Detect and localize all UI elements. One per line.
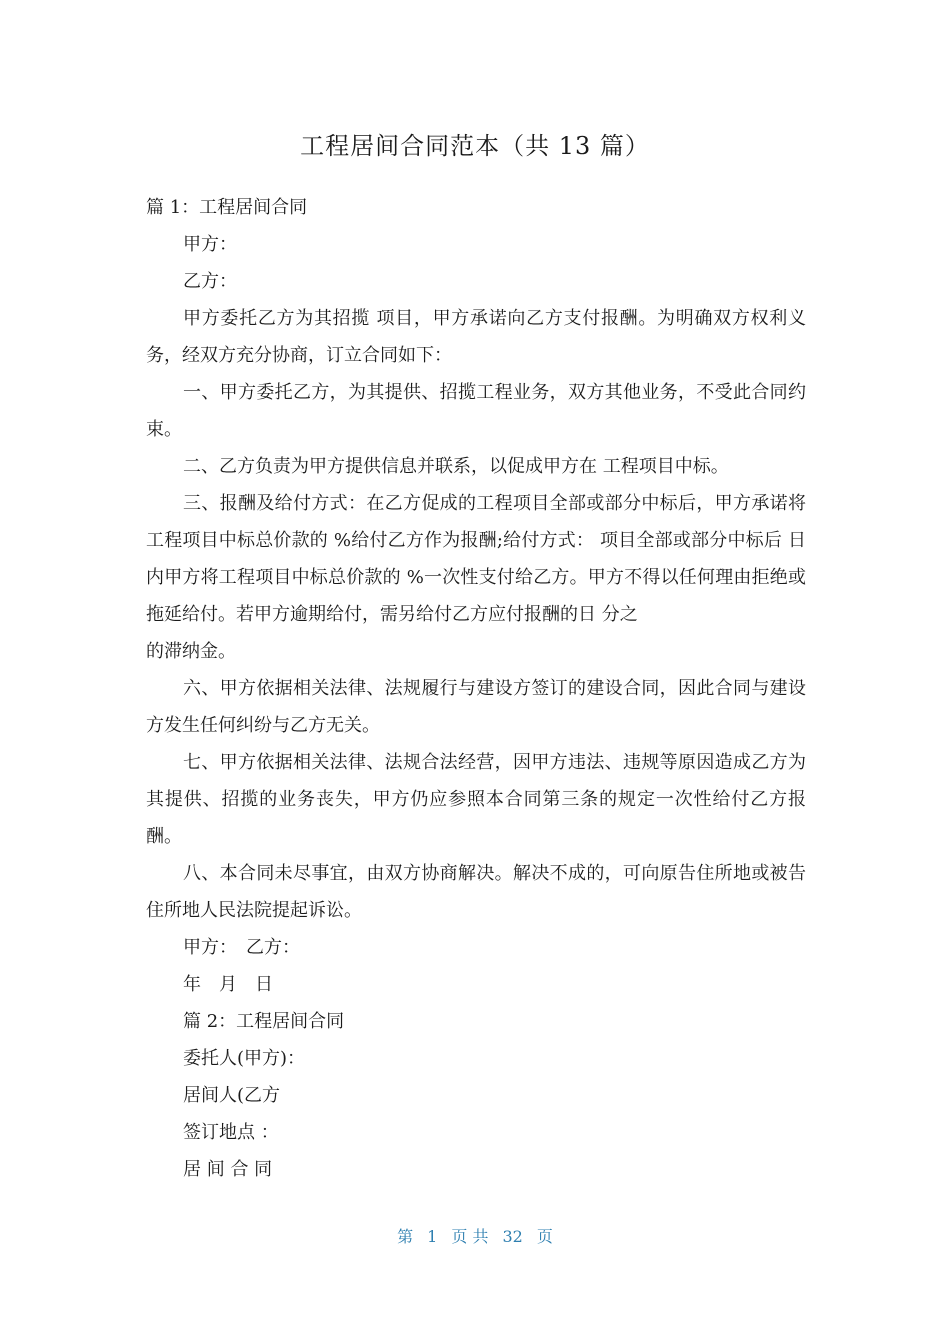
document-body	[146, 189, 806, 1188]
paragraph: 的滞纳金。	[146, 641, 236, 662]
contract-label: 居 间 合 同	[183, 1159, 273, 1180]
paragraph: 一、甲方委托乙方，为其提供、招揽工程业务，双方其他业务，不受此合同约束。	[146, 382, 806, 440]
paragraph: 六、甲方依据相关法律、法规履行与建设方签订的建设合同，因此合同与建设方发生任何纠纷与乙方无关。	[146, 678, 806, 736]
paragraph: 三、报酬及给付方式：在乙方促成的工程项目全部或部分中标后，甲方承诺将工程项目中标总价款的 %给付乙方作为报酬;给付方式： 项目全部或部分中标后 日内甲方将工程项目中标总价款的 %一次性支付给乙方。甲方不得以任何理由拒绝或拖延给付。若甲方逾期给付，需另给付乙方应付报酬的日 分之	[146, 493, 806, 625]
page-footer	[0, 1224, 950, 1250]
footer-label-of: 页 共	[451, 1227, 489, 1246]
signing-place-label: 签订地点 ：	[183, 1122, 279, 1143]
signature-line: 甲方： 乙方：	[183, 937, 300, 958]
party-a-label: 甲方：	[183, 234, 237, 255]
principal-label: 委托人(甲方)：	[183, 1048, 306, 1069]
party-b-label: 乙方：	[183, 271, 237, 292]
intermediary-label: 居间人(乙方	[183, 1085, 281, 1106]
paragraph: 甲方委托乙方为其招揽 项目，甲方承诺向乙方支付报酬。为明确双方权利义务，经双方充分协商，订立合同如下：	[146, 308, 806, 366]
section-heading: 篇 1：工程居间合同	[146, 197, 308, 218]
footer-total-pages: 32	[502, 1227, 523, 1246]
date-line: 年 月 日	[183, 974, 273, 995]
paragraph: 二、乙方负责为甲方提供信息并联系，以促成甲方在 工程项目中标。	[183, 456, 729, 477]
section-heading: 篇 2：工程居间合同	[183, 1011, 345, 1032]
document-title: 工程居间合同范本（共 13 篇）	[300, 132, 650, 160]
footer-label-end: 页	[536, 1227, 553, 1246]
footer-current-page: 1	[427, 1227, 438, 1246]
paragraph: 七、甲方依据相关法律、法规合法经营，因甲方违法、违规等原因造成乙方为其提供、招揽的业务丧失，甲方仍应参照本合同第三条的规定一次性给付乙方报酬。	[146, 752, 806, 847]
footer-label-page: 第	[397, 1227, 414, 1246]
paragraph: 八、本合同未尽事宜，由双方协商解决。解决不成的，可向原告住所地或被告住所地人民法院提起诉讼。	[146, 863, 806, 921]
